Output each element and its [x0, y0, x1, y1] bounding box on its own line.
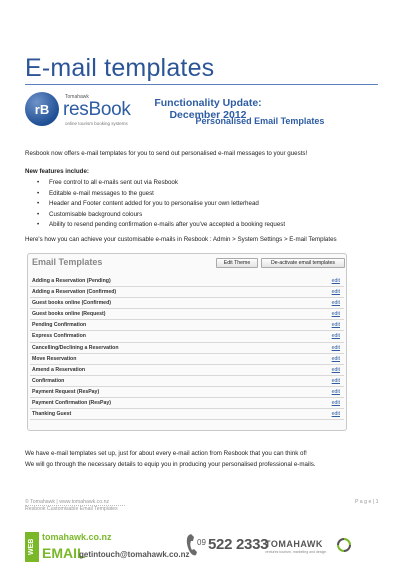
email-address: getintouch@tomahawk.co.nz	[79, 550, 190, 559]
logo-wordmark: resBook	[63, 99, 131, 120]
table-row	[30, 343, 344, 354]
panel-title: Email Templates	[32, 257, 103, 267]
footer-page-number: P a g e | 1	[355, 499, 379, 505]
table-row	[30, 409, 344, 420]
update-title: Functionality Update: December 2012	[154, 97, 262, 121]
template-name: Express Confirmation	[32, 333, 86, 340]
feature-item: • Editable e-mail messages to the guest	[37, 189, 285, 200]
table-row	[30, 320, 344, 331]
template-name: Adding a Reservation (Confirmed)	[32, 289, 117, 296]
template-name: Guest books online (Request)	[32, 311, 106, 318]
table-row	[30, 309, 344, 320]
logo-small-text: Tomahawk	[65, 94, 89, 100]
feature-item: • Customisable background colours	[37, 210, 285, 221]
tomahawk-tagline: ventures tourism, marketing and design	[265, 550, 327, 554]
feature-item: • Header and Footer content added for you to personalise your own letterhead	[37, 199, 285, 210]
template-name: Amend a Reservation	[32, 366, 86, 373]
edit-link[interactable]: edit	[331, 377, 340, 384]
update-subtitle: Personalised Email Templates	[195, 116, 325, 126]
template-name: Payment Request (ResPay)	[32, 388, 100, 395]
features-heading: New features include:	[25, 168, 89, 175]
edit-link[interactable]: edit	[331, 322, 340, 329]
tomahawk-brand: TOMAHAWK	[265, 539, 323, 549]
footer-copyright: © Tomahawk | www.tomahawk.co.nz	[25, 499, 110, 505]
phone-number: 522 2333	[208, 536, 269, 553]
web-label: WEB	[25, 532, 39, 562]
edit-link[interactable]: edit	[331, 289, 340, 296]
template-name: Adding a Reservation (Pending)	[32, 278, 111, 284]
template-name: Payment Confirmation (ResPay)	[32, 400, 111, 407]
contact-web-email	[25, 530, 190, 564]
template-name: Move Reservation	[32, 355, 77, 362]
deactivate-templates-button[interactable]: De-activate email templates	[261, 258, 345, 268]
template-name: Confirmation	[32, 377, 65, 384]
resbook-logo	[25, 92, 137, 128]
howto-paragraph: Here's how you can achieve your customisable e-mails in Resbook : Admin > System Settings > E-mail Templates	[25, 236, 337, 243]
feature-item: • Ability to resend pending confirmation e-mails after you've accepted a booking request	[37, 220, 285, 231]
email-label: EMAIL	[42, 545, 86, 561]
edit-link[interactable]: edit	[331, 311, 340, 318]
intro-paragraph: Resbook now offers e-mail templates for you to send out personalised e-mail messages to your guests!	[25, 150, 308, 157]
email-templates-panel	[27, 253, 347, 431]
template-name: Pending Confirmation	[32, 322, 87, 329]
table-row	[30, 387, 344, 398]
table-row	[30, 354, 344, 365]
table-row	[30, 398, 344, 409]
logo-monogram: rB	[25, 92, 59, 126]
table-row	[30, 298, 344, 309]
table-row	[30, 365, 344, 376]
phone-area-code: 09	[197, 538, 206, 547]
logo-tagline: online tourism booking systems	[65, 121, 128, 126]
edit-link[interactable]: edit	[331, 400, 340, 407]
feature-item: • Free control to all e-mails sent out via Resbook	[37, 178, 285, 189]
template-name: Guest books online (Confirmed)	[32, 300, 111, 307]
template-list	[30, 276, 344, 420]
closing-line: We will go through the necessary details to equip you in producing your personalised professional e-mails.	[25, 460, 316, 468]
footer-doc-name: Resbook Customisable Email Templates	[25, 506, 118, 512]
title-divider	[25, 84, 378, 85]
edit-link[interactable]: edit	[331, 300, 340, 307]
table-row	[30, 331, 344, 342]
closing-line: We have e-mail templates set up, just for about every e-mail action from Resbook that you can think of!	[25, 450, 307, 457]
edit-link[interactable]: edit	[331, 278, 340, 284]
closing-paragraph	[25, 449, 316, 470]
edit-theme-button[interactable]: Edit Theme	[216, 258, 258, 268]
template-name: Thanking Guest	[32, 411, 72, 418]
edit-link[interactable]: edit	[331, 344, 340, 351]
tomahawk-mark-icon	[337, 538, 351, 552]
edit-link[interactable]: edit	[331, 355, 340, 362]
table-row	[30, 276, 344, 287]
table-row	[30, 376, 344, 387]
web-url: tomahawk.co.nz	[42, 532, 112, 542]
edit-link[interactable]: edit	[331, 366, 340, 373]
page-title: E-mail templates	[25, 54, 215, 82]
template-name: Cancelling/Declining a Reservation	[32, 344, 119, 351]
features-list	[37, 178, 285, 231]
table-row	[30, 287, 344, 298]
edit-link[interactable]: edit	[331, 333, 340, 340]
edit-link[interactable]: edit	[331, 388, 340, 395]
edit-link[interactable]: edit	[331, 411, 340, 418]
